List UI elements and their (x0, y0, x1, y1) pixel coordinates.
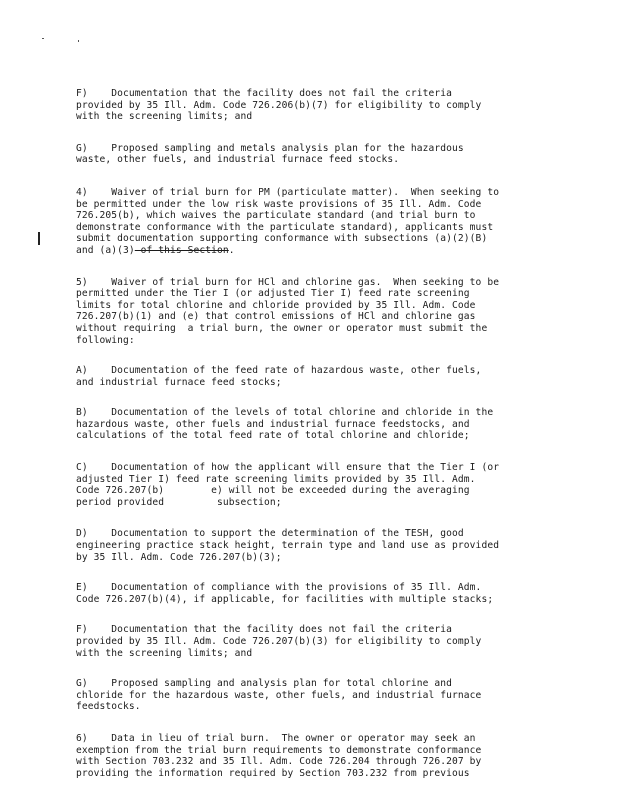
paragraph-d: D) Documentation to support the determination of the TESH, good engineering practice stack height, terrain type and land use as provided by 35 Ill. Adm. Code 726.207(b)(3); (76, 528, 500, 563)
revision-bar (38, 232, 40, 245)
scan-speck (78, 40, 79, 42)
paragraph-f: F) Documentation that the facility does not fail the criteria provided by 35 Ill. Adm. Code 726.206(b)(7) for eligibility to comply with the screening limits; and (76, 88, 482, 123)
scan-speck (42, 38, 44, 39)
paragraph-c: C) Documentation of how the applicant will ensure that the Tier I (or adjusted Tier I) feed rate screening limits provided by 35 Ill. Adm. Code 726.207(b) e) will not be exceeded during the averaging period provided subsection; (76, 462, 500, 508)
struck-text: of this Section (134, 244, 229, 256)
document-body (76, 88, 546, 779)
paragraph-4-text: 4) Waiver of trial burn for PM (particulate matter). When seeking to be permitted under the low risk waste provisions of 35 Ill. Adm. Code 726.205(b), which waives the particulate standard (and trial burn to demonstrate conformance with the particulate standard), applicants must submit documentation supporting conformance with subsections (a)(2)(B) and (a)(3) (76, 186, 500, 256)
paragraph-f-2: F) Documentation that the facility does not fail the criteria provided by 35 Ill. Adm. Code 726.207(b)(3) for eligibility to comply with the screening limits; and (76, 624, 482, 659)
paragraph-e: E) Documentation of compliance with the provisions of 35 Ill. Adm. Code 726.207(b)(4), if applicable, for facilities with multiple stacks; (76, 582, 494, 605)
paragraph-5-waiver-hcl: 5) Waiver of trial burn for HCl and chlorine gas. When seeking to be permitted under the Tier I (or adjusted Tier I) feed rate screening limits for total chlorine and chloride provided by 35 Ill. Adm. Code 726.207(b)(1) and (e) that control emissions of HCl and chlorine gas without requiring a trial burn, the owner or operator must submit the following: (76, 276, 500, 346)
paragraph-4-period: . (228, 244, 235, 256)
paragraph-b: B) Documentation of the levels of total chlorine and chloride in the hazardous waste, other fuels and industrial furnace feedstocks, and calculations of the total feed rate of total chlorine and chloride; (76, 407, 494, 442)
paragraph-g-2: G) Proposed sampling and analysis plan for total chlorine and chloride for the hazardous waste, other fuels, and industrial furnace feedstocks. (76, 678, 482, 713)
paragraph-g: G) Proposed sampling and metals analysis plan for the hazardous waste, other fuels, and industrial furnace feed stocks. (76, 142, 464, 166)
paragraph-4-waiver-pm (76, 187, 546, 257)
paragraph-a: A) Documentation of the feed rate of hazardous waste, other fuels, and industrial furnace feed stocks; (76, 365, 482, 388)
paragraph-6-data-in-lieu: 6) Data in lieu of trial burn. The owner or operator may seek an exemption from the trial burn requirements to demonstrate conformance with Section 703.232 and 35 Ill. Adm. Code 726.204 through 726.207 by providing the information required by Section 703.232 from previous (76, 732, 482, 779)
